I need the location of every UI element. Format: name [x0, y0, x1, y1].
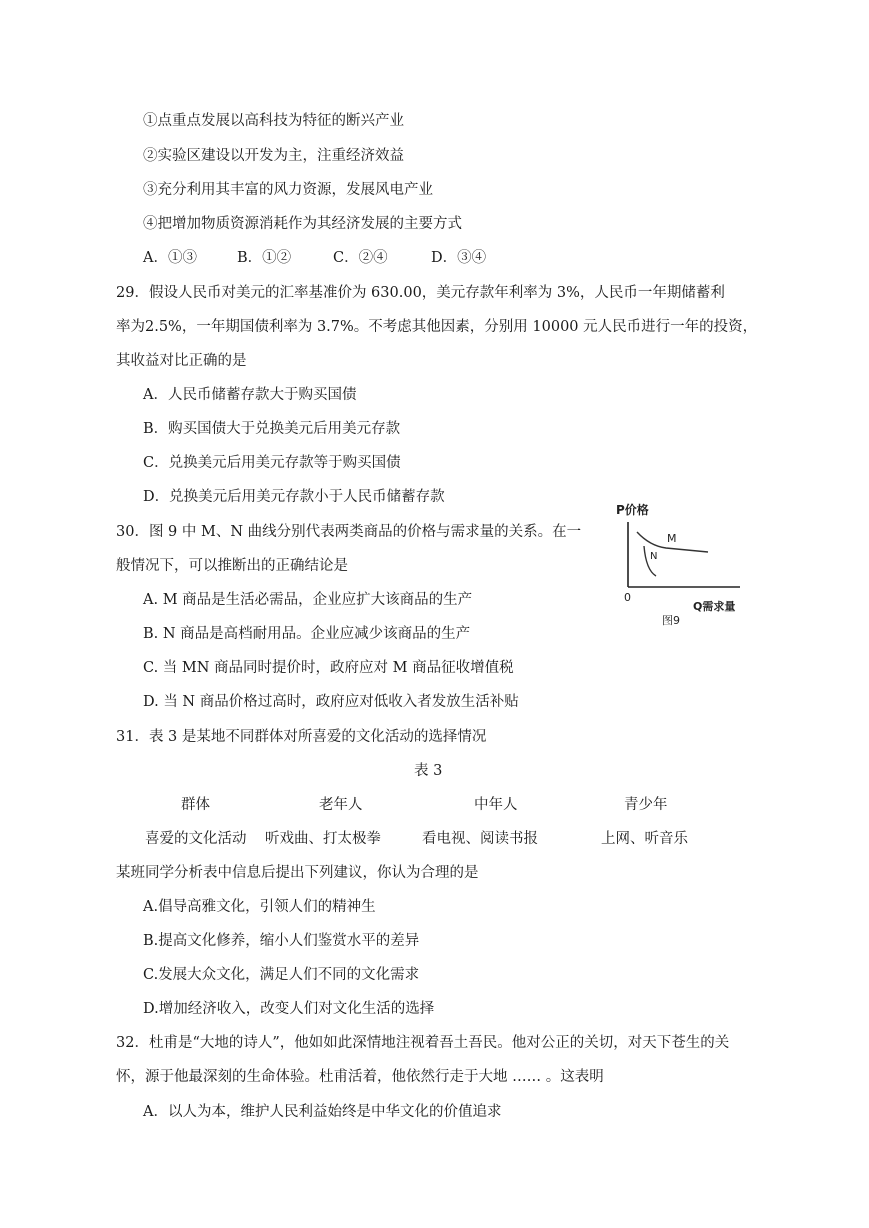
- q28-option-3: ③充分利用其丰富的风力资源，发展风电产业: [143, 182, 433, 198]
- figure-caption: 图9: [662, 614, 680, 627]
- q31-stem: 31．表 3 是某地不同群体对所喜爱的文化活动的选择情况: [116, 729, 487, 745]
- q30-stem-line-1: 30．图 9 中 M、N 曲线分别代表两类商品的价格与需求量的关系。在一: [116, 524, 582, 540]
- table-header-group: 群体: [181, 797, 210, 813]
- q32-stem-line-1: 32．杜甫是“大地的诗人”，他如如此深情地注视着吾土吾民。他对公正的关切，对天下苍生的关: [116, 1035, 730, 1051]
- table-3-title: 表 3: [414, 763, 443, 779]
- q31-option-a: A.倡导高雅文化，引领人们的精神生: [143, 899, 376, 915]
- x-axis-label: Q需求量: [693, 600, 736, 613]
- curve-m-label: M: [667, 532, 677, 545]
- table-cell-middle-aged: 看电视、阅读书报: [422, 831, 538, 847]
- q32-stem-line-2: 怀，源于他最深刻的生命体验。杜甫活着，他依然行走于大地 …… 。这表明: [116, 1069, 604, 1085]
- table-header-middle-aged: 中年人: [474, 797, 518, 813]
- q31-option-c: C.发展大众文化，满足人们不同的文化需求: [143, 967, 420, 983]
- origin-label: 0: [624, 591, 631, 604]
- q30-option-a: A. M 商品是生活必需品，企业应扩大该商品的生产: [143, 592, 473, 608]
- q28-answer-b: B．①②: [237, 250, 292, 266]
- q31-option-d: D.增加经济收入，改变人们对文化生活的选择: [143, 1001, 435, 1017]
- q29-stem-line-3: 其收益对比正确的是: [116, 353, 247, 369]
- q30-option-d: D. 当 N 商品价格过高时，政府应对低收入者发放生活补贴: [143, 694, 519, 710]
- q28-answer-a: A．①③: [143, 250, 197, 266]
- q29-stem-line-2: 率为2.5%，一年期国债利率为 3.7%。不考虑其他因素，分别用 10000 元人民币进行一年的投资，: [116, 319, 758, 335]
- q29-option-a: A．人民币储蓄存款大于购买国债: [143, 387, 357, 403]
- table-cell-elderly: 听戏曲、打太极拳: [265, 831, 381, 847]
- table-cell-youth: 上网、听音乐: [601, 831, 688, 847]
- q29-option-c: C．兑换美元后用美元存款等于购买国债: [143, 455, 401, 471]
- q32-option-a: A．以人为本，维护人民利益始终是中华文化的价值追求: [143, 1104, 502, 1120]
- table-header-elderly: 老年人: [319, 797, 363, 813]
- q29-stem-line-1: 29．假设人民币对美元的汇率基准价为 630.00，美元存款年利率为 3%，人民币一年期储蓄利: [116, 285, 725, 301]
- q31-question: 某班同学分析表中信息后提出下列建议，你认为合理的是: [116, 865, 479, 881]
- figure-9: [604, 496, 754, 642]
- q28-answer-choices: [143, 248, 486, 268]
- q30-stem-line-2: 般情况下，可以推断出的正确结论是: [116, 558, 348, 574]
- table-header-youth: 青少年: [624, 797, 668, 813]
- q29-option-d: D．兑换美元后用美元存款小于人民币储蓄存款: [143, 489, 445, 505]
- q28-answer-d: D．③④: [431, 250, 487, 266]
- y-axis-label: P价格: [616, 503, 649, 517]
- q29-option-b: B．购买国债大于兑换美元后用美元存款: [143, 421, 401, 437]
- figure-9-plot: [604, 496, 754, 642]
- q28-option-1: ①点重点发展以高科技为特征的断兴产业: [143, 113, 404, 129]
- q31-option-b: B.提高文化修养，缩小人们鉴赏水平的差异: [143, 933, 420, 949]
- q28-option-2: ②实验区建设以开发为主，注重经济效益: [143, 148, 404, 164]
- q28-option-4: ④把增加物质资源消耗作为其经济发展的主要方式: [143, 216, 462, 232]
- q28-answer-c: C．②④: [333, 250, 388, 266]
- table-row-label: 喜爱的文化活动: [145, 831, 247, 847]
- q30-option-c: C. 当 MN 商品同时提价时，政府应对 M 商品征收增值税: [143, 660, 514, 676]
- q30-option-b: B. N 商品是高档耐用品。企业应减少该商品的生产: [143, 626, 471, 642]
- curve-n-label: N: [650, 551, 658, 562]
